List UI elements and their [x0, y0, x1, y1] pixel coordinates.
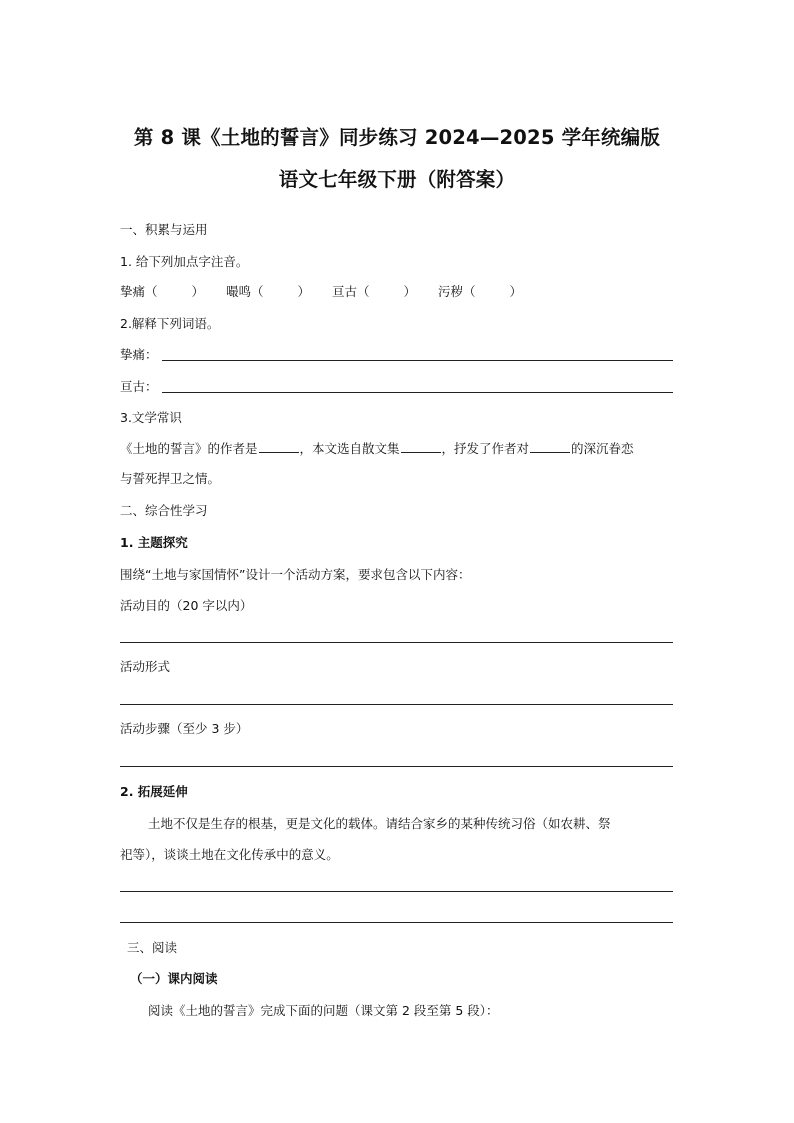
section2-sub2-text-line1: 土地不仅是生存的根基，更是文化的载体。请结合家乡的某种传统习俗（如农耕、祭 [148, 816, 611, 831]
section2-sub2-heading: 2. 拓展延伸 [120, 784, 188, 799]
question1-items [120, 283, 522, 301]
q3-text-c: ，抒发了作者对 [441, 441, 530, 456]
section1-heading: 一、积累与运用 [120, 222, 208, 237]
section3-instruction: 阅读《土地的誓言》完成下面的问题（课文第 2 段至第 5 段）： [148, 1003, 499, 1018]
activity-steps-answer-line[interactable] [120, 766, 673, 767]
question3-text [120, 440, 634, 458]
extension-answer-line1[interactable] [120, 891, 673, 892]
q3-blank-author[interactable] [259, 440, 299, 453]
document-title-line1: 第 8 课《土地的誓言》同步练习 2024—2025 学年统编版 [133, 126, 661, 149]
document-title-line2: 语文七年级下册（附答案） [278, 168, 516, 191]
question2: 2.解释下列词语。 [120, 316, 220, 331]
activity-goal-label: 活动目的（20 字以内） [120, 598, 253, 613]
q1-item1: 挚痛（ [120, 284, 158, 299]
q1-close-paren: ） [297, 284, 311, 299]
q3-blank-collection[interactable] [401, 440, 441, 453]
activity-form-answer-line[interactable] [120, 704, 673, 705]
section2-sub1-heading: 1. 主题探究 [120, 535, 188, 550]
section2-heading: 二、综合性学习 [120, 503, 208, 518]
q1-item2: 嘬鸣（ [226, 284, 264, 299]
q2-item1-label: 挚痛： [120, 347, 158, 362]
q1-item3: 亘古（ [332, 284, 370, 299]
section2-sub2-text-line2: 祀等），谈谈土地在文化传承中的意义。 [120, 847, 339, 862]
q3-text-a: 《土地的誓言》的作者是 [120, 441, 258, 456]
extension-answer-line2[interactable] [120, 922, 673, 923]
q1-close-paren: ） [403, 284, 417, 299]
question3-text-cont: 与誓死捍卫之情。 [120, 471, 221, 486]
q1-close-paren: ） [509, 284, 523, 299]
section3-heading: 三、阅读 [127, 940, 178, 955]
q2-item2-answer-line[interactable] [162, 392, 673, 393]
q1-close-paren: ） [191, 284, 205, 299]
activity-form-label: 活动形式 [120, 659, 171, 674]
section2-sub1-prompt: 围绕“土地与家国情怀”设计一个活动方案，要求包含以下内容： [120, 567, 471, 582]
activity-steps-label: 活动步骤（至少 3 步） [120, 721, 249, 736]
activity-goal-answer-line[interactable] [120, 642, 673, 643]
q2-item1-answer-line[interactable] [162, 360, 673, 361]
q3-text-b: ，本文选自散文集 [299, 441, 400, 456]
q1-item4: 污秽（ [438, 284, 476, 299]
question1: 1. 给下列加点字注音。 [120, 254, 249, 269]
q3-blank-object[interactable] [530, 440, 570, 453]
q3-text-d: 的深沉眷恋 [571, 441, 634, 456]
q2-item2-label: 亘古： [120, 379, 158, 394]
section3-sub-heading: （一）课内阅读 [130, 971, 218, 986]
question3: 3.文学常识 [120, 410, 182, 425]
